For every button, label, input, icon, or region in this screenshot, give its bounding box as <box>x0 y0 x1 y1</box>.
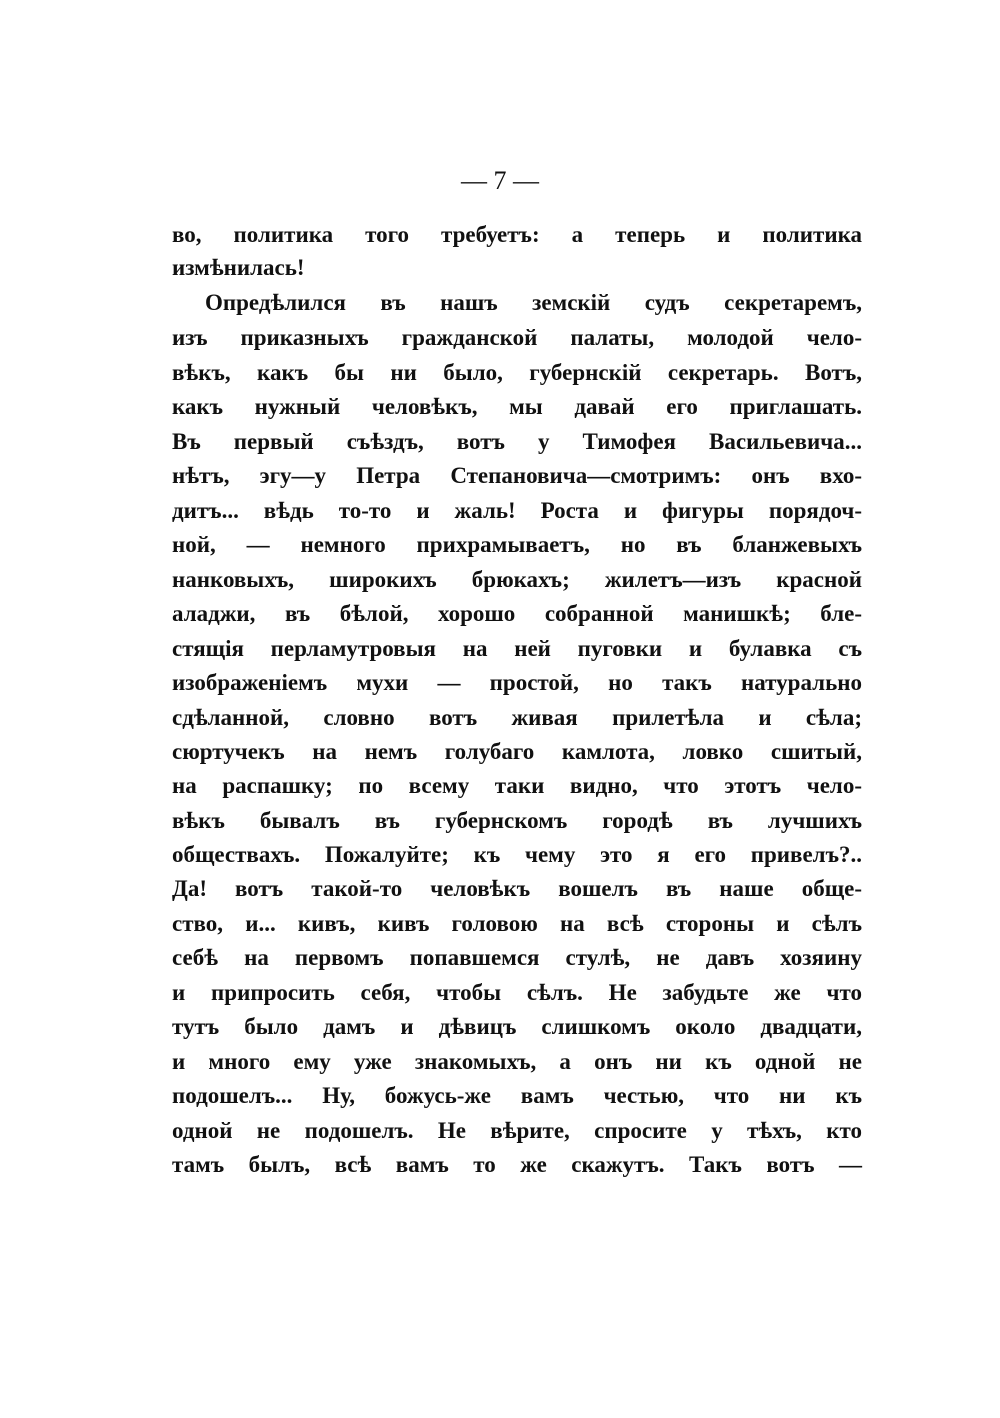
text-line: сюртучекъ на немъ голубаго камлота, ловко сшитый, <box>172 739 862 764</box>
text-line: ство, и... кивъ, кивъ головою на всѣ стороны и сѣлъ <box>172 911 862 936</box>
text-line: изъ приказныхъ гражданской палаты, молодой чело- <box>172 325 862 350</box>
text-line: стящія перламутровыя на ней пуговки и булавка съ <box>172 636 862 661</box>
text-line: нанковыхъ, широкихъ брюкахъ; жилетъ—изъ красной <box>172 567 862 592</box>
text-line: аладжи, въ бѣлой, хорошо собранной манишкѣ; бле- <box>172 601 862 626</box>
text-line: Да! вотъ такой-то человѣкъ вошелъ въ наше обще- <box>172 876 862 901</box>
text-line: тутъ было дамъ и дѣвицъ слишкомъ около двадцати, <box>172 1014 862 1039</box>
text-line: и много ему уже знакомыхъ, а онъ ни къ одной не <box>172 1049 862 1074</box>
text-line: ной, — немного прихрамываетъ, но въ бланжевыхъ <box>172 532 862 557</box>
text-line: Опредѣлился въ нашъ земскій судъ секретаремъ, <box>205 290 862 315</box>
text-line: сдѣланной, словно вотъ живая прилетѣла и сѣла; <box>172 705 862 730</box>
text-line: обществахъ. Пожалуйте; къ чему это я его привелъ?.. <box>172 842 862 867</box>
text-line: Въ первый съѣздъ, вотъ у Тимофея Васильевича... <box>172 429 862 454</box>
text-line: одной не подошелъ. Не вѣрите, спросите у тѣхъ, кто <box>172 1118 862 1143</box>
text-line: дитъ... вѣдь то-то и жаль! Роста и фигуры порядоч- <box>172 498 862 523</box>
text-line: вѣкъ, какъ бы ни было, губернскій секретарь. Вотъ, <box>172 360 862 385</box>
text-line: тамъ былъ, всѣ вамъ то же скажутъ. Такъ вотъ — <box>172 1152 862 1177</box>
text-line: на распашку; по всему таки видно, что этотъ чело- <box>172 773 862 798</box>
text-line: вѣкъ бывалъ въ губернскомъ городѣ въ лучшихъ <box>172 808 862 833</box>
text-line: измѣнилась! <box>172 255 305 280</box>
text-line: изображеніемъ мухи — простой, но такъ натурально <box>172 670 862 695</box>
text-line: нѣтъ, эгу—у Петра Степановича—смотримъ: онъ вхо- <box>172 463 862 488</box>
page-number: — 7 — <box>461 166 539 195</box>
text-line: и припросить себя, чтобы сѣлъ. Не забудьте же что <box>172 980 862 1005</box>
text-line: какъ нужный человѣкъ, мы давай его приглашать. <box>172 394 862 419</box>
text-line: подошелъ... Ну, божусь-же вамъ честью, что ни къ <box>172 1083 862 1108</box>
text-line: во, политика того требуетъ: а теперь и политика <box>172 222 862 247</box>
text-line: себѣ на первомъ попавшемся стулѣ, не давъ хозяину <box>172 945 862 970</box>
